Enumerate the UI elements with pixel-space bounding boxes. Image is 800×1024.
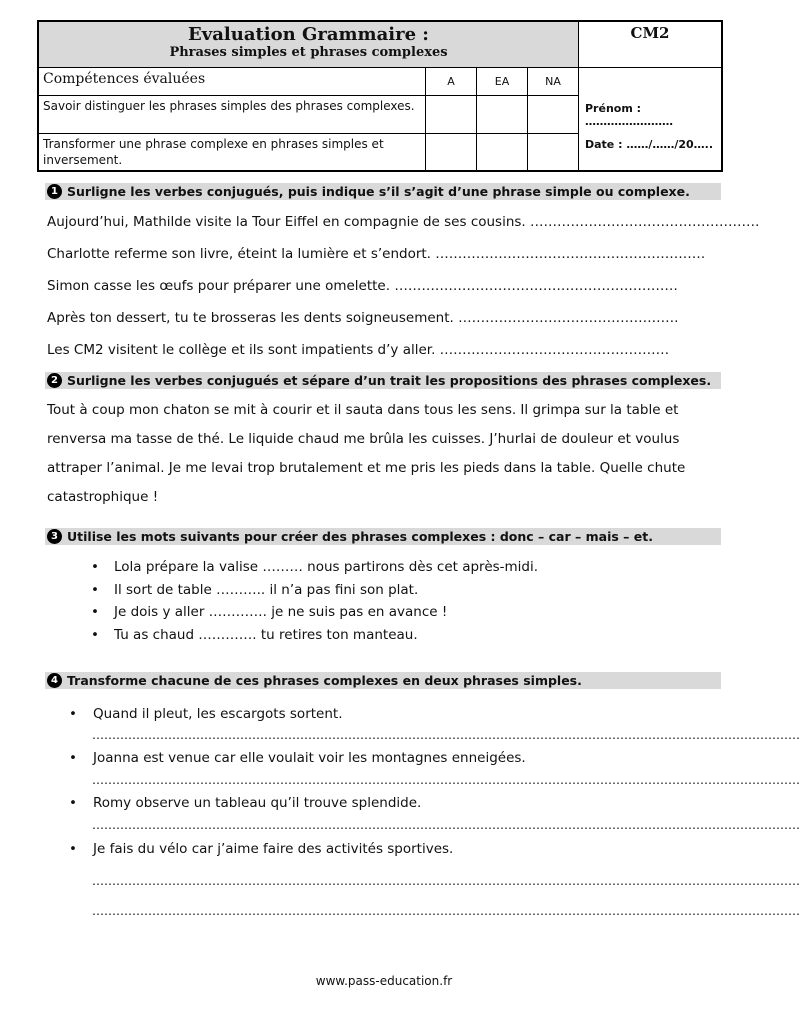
list-item: • Romy observe un tableau qu’il trouve splendide. [69,795,422,811]
grade-box-a[interactable] [426,134,477,170]
list-item: • Il sort de table ……….. il n’a pas fini son plat. [114,579,538,602]
list-item: • Joanna est venue car elle voulait voir les montagnes enneigées. [69,750,526,766]
bullet-icon: • [69,750,77,766]
grade-box-na[interactable] [528,96,578,133]
exercise-line: Aujourd’hui, Mathilde visite la Tour Eiffel en compagnie de ses cousins. …………………………………………… [47,214,760,230]
exercise-line: Simon casse les œufs pour préparer une omelette. ……………………………………………………… [47,278,678,294]
competence-row [39,134,578,170]
answer-line[interactable]: …………………………………………………………………………………………………………………………………………………………… [92,728,800,742]
instruction-text: Utilise les mots suivants pour créer des phrases complexes : donc – car – mais – et. [67,529,653,544]
bullet-icon: • [69,706,77,722]
exercise-line: Charlotte referme son livre, éteint la lumière et s’endort. …………………………………………………… [47,246,706,262]
section-1-instruction [45,183,721,200]
list-item: • Je fais du vélo car j’aime faire des activités sportives. [69,841,454,857]
competences-table [39,68,579,170]
exercise-line: Après ton dessert, tu te brosseras les dents soigneusement. …………………………………………. [47,310,679,326]
exercise-line: Les CM2 visitent le collège et ils sont impatients d’y aller. …………………………………………… [47,342,670,358]
section-3-instruction [45,528,721,545]
grade-box-a[interactable] [426,96,477,133]
grade-box-ea[interactable] [477,96,528,133]
list-item: • Tu as chaud …………. tu retires ton manteau. [114,624,538,647]
page-subtitle: Phrases simples et phrases complexes [169,45,448,60]
footer-url: www.pass-education.fr [315,974,453,988]
col-na-header: NA [545,75,561,88]
section-number-icon: 1 [47,184,62,199]
exercise-paragraph: Tout à coup mon chaton se mit à courir et il sauta dans tous les sens. Il grimpa sur la table et renversa ma tasse de thé. Le liquide chaud me brûla les cuisses. J’hurlai de douleur et voulus attraper l’animal. Je me levai trop brutalement et me pris les pieds dans la table. Quelle chute catastrophique ! [47,402,686,505]
list-item: • Quand il pleut, les escargots sortent. [69,706,343,722]
bullet-icon: • [91,559,99,575]
section-number-icon: 4 [47,673,62,688]
bullet-icon: • [69,841,77,857]
bullet-icon: • [91,581,99,598]
list-item: • Je dois y aller …………. je ne suis pas en avance ! [114,601,538,624]
bullet-icon: • [91,626,99,643]
bullet-list [91,556,539,646]
section-number-icon: 2 [47,373,62,388]
col-ea-header: EA [477,68,528,95]
competences-header: Compétences évaluées [39,68,426,95]
bullet-icon: • [91,604,99,620]
competences-header-row [39,68,578,96]
answer-line[interactable]: …………………………………………………………………………………………………………………………………………………………… [92,874,800,888]
date-field[interactable]: Date : ……/……/20….. [585,138,714,151]
competence-label: Savoir distinguer les phrases simples des phrases complexes. [39,96,426,133]
col-a-header: A [426,68,477,95]
section-4-instruction [45,672,721,689]
title-cell [39,22,579,68]
instruction-text: Transforme chacune de ces phrases complexes en deux phrases simples. [67,673,582,688]
answer-line[interactable]: …………………………………………………………………………………………………………………………………………………………… [92,773,800,787]
grade-box-na[interactable] [528,134,578,170]
answer-line[interactable]: …………………………………………………………………………………………………………………………………………………………… [92,818,800,832]
section-number-icon: 3 [47,529,62,544]
page-title: Evaluation Grammaire : [188,24,429,45]
student-info [579,68,721,170]
evaluation-header-table [37,20,723,172]
class-level: CM2 [579,22,721,68]
prenom-field[interactable]: Prénom : …………………… [585,102,673,128]
answer-line[interactable]: …………………………………………………………………………………………………………………………………………………………… [92,904,800,918]
instruction-text: Surligne les verbes conjugués et sépare d’un trait les propositions des phrases complexes. [67,373,712,388]
list-item: • Lola prépare la valise ……… nous partirons dès cet après-midi. [114,556,538,579]
bullet-icon: • [69,795,77,811]
competence-label: Transformer une phrase complexe en phrases simples et inversement. [39,134,426,170]
section-2-instruction [45,372,721,389]
grade-box-ea[interactable] [477,134,528,170]
competence-row [39,96,578,134]
instruction-text: Surligne les verbes conjugués, puis indique s’il s’agit d’une phrase simple ou complexe. [67,184,690,199]
